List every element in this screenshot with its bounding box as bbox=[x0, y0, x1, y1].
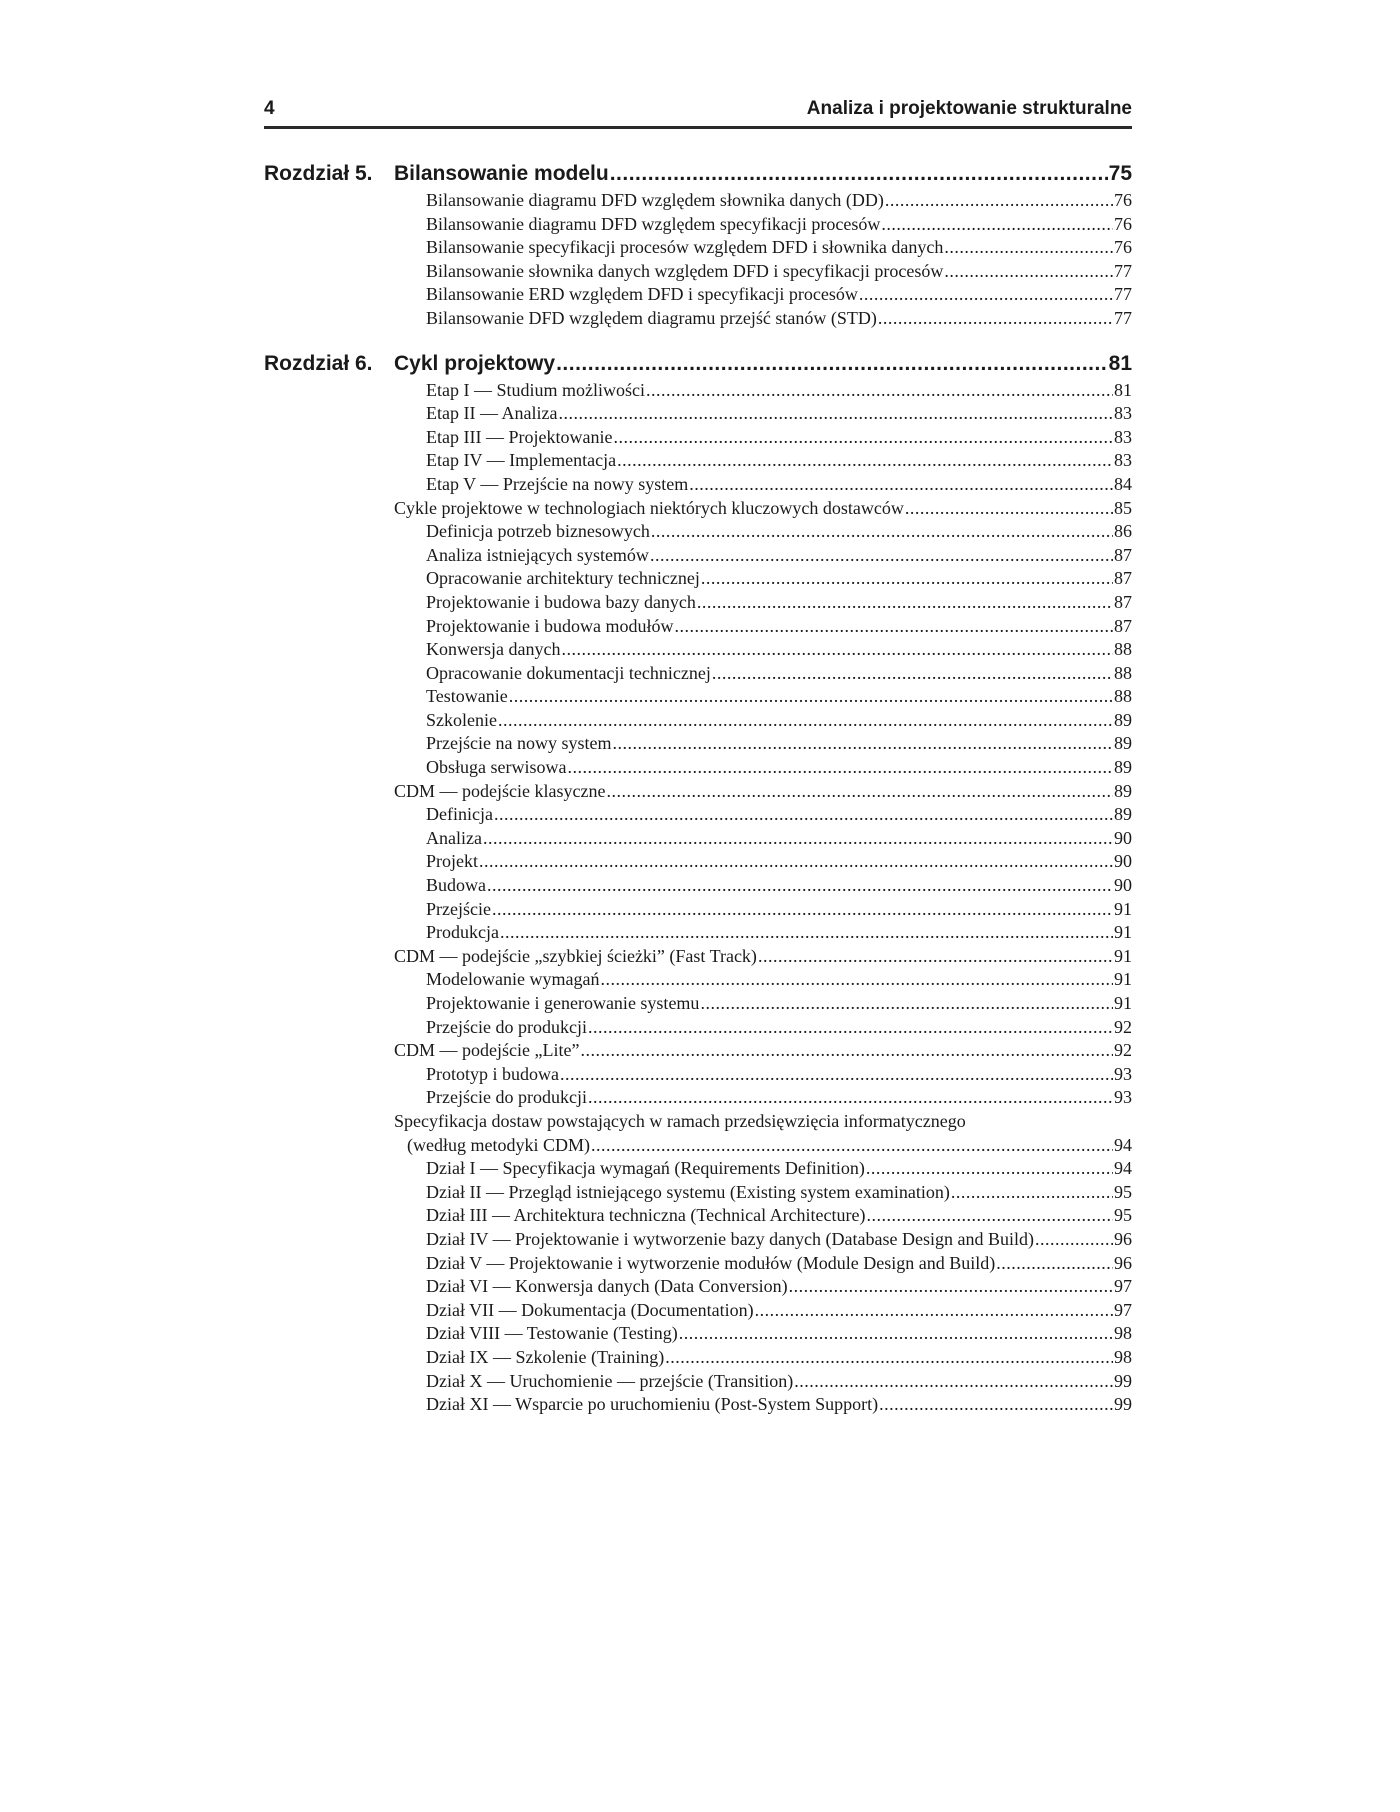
toc-entry[interactable] bbox=[264, 308, 1132, 332]
toc-entry[interactable] bbox=[264, 450, 1132, 474]
section-title: CDM — podejście klasyczne bbox=[394, 780, 606, 801]
entry-page: 83 bbox=[1114, 403, 1132, 424]
toc-entry[interactable] bbox=[264, 733, 1132, 757]
dot-leader bbox=[866, 1158, 1113, 1179]
entry-page: 98 bbox=[1114, 1346, 1132, 1367]
entry-page: 90 bbox=[1114, 851, 1132, 872]
chapter-label: Rozdział 6. bbox=[264, 351, 373, 375]
chapter-title: Cykl projektowy bbox=[394, 351, 556, 375]
entry-title: Dział IX — Szkolenie (Training) bbox=[426, 1346, 665, 1367]
toc-entry[interactable] bbox=[264, 899, 1132, 923]
dot-leader bbox=[651, 521, 1113, 542]
entry-page: 88 bbox=[1114, 662, 1132, 683]
entry-page: 89 bbox=[1114, 733, 1132, 754]
toc-entry[interactable] bbox=[264, 1182, 1132, 1206]
entry-title: Analiza bbox=[426, 827, 482, 848]
toc-entry[interactable] bbox=[264, 875, 1132, 899]
section-page: 85 bbox=[1114, 497, 1132, 518]
entry-title: Dział V — Projektowanie i wytworzenie modułów (Module Design and Build) bbox=[426, 1252, 996, 1273]
dot-leader bbox=[498, 710, 1113, 731]
dot-leader bbox=[560, 1064, 1113, 1085]
entry-page: 89 bbox=[1114, 709, 1132, 730]
entry-page: 96 bbox=[1114, 1228, 1132, 1249]
toc-entry[interactable] bbox=[264, 1229, 1132, 1253]
toc-chapter-6[interactable] bbox=[264, 350, 1132, 380]
toc-entry[interactable] bbox=[264, 757, 1132, 781]
toc-entry[interactable] bbox=[264, 993, 1132, 1017]
dot-leader bbox=[500, 922, 1113, 943]
entry-page: 76 bbox=[1114, 237, 1132, 258]
entry-page: 94 bbox=[1114, 1158, 1132, 1179]
entry-title: Bilansowanie DFD względem diagramu przejść stanów (STD) bbox=[426, 307, 877, 328]
entry-title: Szkolenie bbox=[426, 709, 497, 730]
toc-entry[interactable] bbox=[264, 1205, 1132, 1229]
entry-page: 77 bbox=[1114, 260, 1132, 281]
toc-entry[interactable] bbox=[264, 851, 1132, 875]
toc-entry[interactable] bbox=[264, 545, 1132, 569]
table-of-contents bbox=[264, 160, 1132, 1418]
entry-title: Opracowanie dokumentacji technicznej bbox=[426, 662, 711, 683]
dot-leader bbox=[483, 828, 1113, 849]
dot-leader bbox=[580, 1040, 1113, 1061]
dot-leader bbox=[697, 592, 1113, 613]
toc-entry[interactable] bbox=[264, 214, 1132, 238]
dot-leader bbox=[588, 1017, 1113, 1038]
entry-page: 83 bbox=[1114, 450, 1132, 471]
entry-page: 81 bbox=[1114, 379, 1132, 400]
entry-title: Dział X — Uruchomienie — przejście (Transition) bbox=[426, 1370, 794, 1391]
dot-leader bbox=[613, 427, 1113, 448]
toc-section[interactable] bbox=[264, 781, 1132, 805]
entry-page: 89 bbox=[1114, 804, 1132, 825]
entry-title: Produkcja bbox=[426, 922, 499, 943]
dot-leader bbox=[689, 474, 1113, 495]
dot-leader bbox=[561, 639, 1113, 660]
toc-entry[interactable] bbox=[264, 1017, 1132, 1041]
dot-leader bbox=[610, 162, 1108, 186]
entry-page: 93 bbox=[1114, 1063, 1132, 1084]
entry-page: 84 bbox=[1114, 473, 1132, 494]
entry-title: Modelowanie wymagań bbox=[426, 969, 600, 990]
section-title: Cykle projektowe w technologiach niektórych kluczowych dostawców bbox=[394, 497, 904, 518]
entry-title: Etap III — Projektowanie bbox=[426, 426, 613, 447]
entry-title: Dział VIII — Testowanie (Testing) bbox=[426, 1323, 678, 1344]
dot-leader bbox=[556, 352, 1108, 376]
entry-title: Definicja bbox=[426, 804, 493, 825]
toc-section-continuation[interactable] bbox=[264, 1135, 1132, 1159]
entry-title: Projektowanie i budowa bazy danych bbox=[426, 591, 696, 612]
dot-leader bbox=[878, 308, 1113, 329]
entry-title: Przejście do produkcji bbox=[426, 1016, 587, 1037]
entry-page: 77 bbox=[1114, 284, 1132, 305]
dot-leader bbox=[867, 1205, 1113, 1226]
toc-entry[interactable] bbox=[264, 639, 1132, 663]
chapter-page: 81 bbox=[1108, 351, 1132, 375]
dot-leader bbox=[755, 1300, 1113, 1321]
entry-title: Bilansowanie specyfikacji procesów względem DFD i słownika danych bbox=[426, 237, 944, 258]
toc-section[interactable] bbox=[264, 498, 1132, 522]
entry-page: 76 bbox=[1114, 213, 1132, 234]
toc-entry[interactable] bbox=[264, 427, 1132, 451]
entry-title: Budowa bbox=[426, 875, 486, 896]
entry-page: 83 bbox=[1114, 426, 1132, 447]
dot-leader bbox=[905, 498, 1113, 519]
entry-page: 91 bbox=[1114, 898, 1132, 919]
entry-title: Opracowanie architektury technicznej bbox=[426, 568, 700, 589]
entry-page: 90 bbox=[1114, 875, 1132, 896]
entry-page: 91 bbox=[1114, 922, 1132, 943]
entry-title: Dział II — Przegląd istniejącego systemu (Existing system examination) bbox=[426, 1181, 950, 1202]
toc-entry[interactable] bbox=[264, 1347, 1132, 1371]
toc-entry[interactable] bbox=[264, 804, 1132, 828]
dot-leader bbox=[650, 545, 1113, 566]
dot-leader bbox=[859, 284, 1113, 305]
entry-title: Bilansowanie diagramu DFD względem specyfikacji procesów bbox=[426, 213, 881, 234]
toc-entry[interactable] bbox=[264, 1064, 1132, 1088]
dot-leader bbox=[1035, 1229, 1113, 1250]
chapter-label: Rozdział 5. bbox=[264, 162, 373, 185]
section-title: CDM — podejście „Lite” bbox=[394, 1040, 580, 1061]
dot-leader bbox=[701, 568, 1113, 589]
running-title: Analiza i projektowanie strukturalne bbox=[806, 98, 1132, 119]
chapter-title: Bilansowanie modelu bbox=[394, 162, 609, 185]
dot-leader bbox=[588, 1087, 1113, 1108]
dot-leader bbox=[885, 190, 1113, 211]
entry-page: 91 bbox=[1114, 993, 1132, 1013]
dot-leader bbox=[567, 757, 1113, 778]
dot-leader bbox=[509, 686, 1113, 707]
dot-leader bbox=[591, 1135, 1113, 1156]
dot-leader bbox=[881, 214, 1113, 235]
entry-title: Dział III — Architektura techniczna (Technical Architecture) bbox=[426, 1205, 866, 1226]
dot-leader bbox=[665, 1347, 1113, 1368]
entry-title: Etap V — Przejście na nowy system bbox=[426, 473, 689, 494]
toc-entry[interactable] bbox=[264, 521, 1132, 545]
entry-title: Prototyp i budowa bbox=[426, 1063, 559, 1084]
toc-entry[interactable] bbox=[264, 190, 1132, 214]
entry-page: 92 bbox=[1114, 1016, 1132, 1037]
entry-page: 99 bbox=[1114, 1394, 1132, 1415]
entry-title: Dział VII — Dokumentacja (Documentation) bbox=[426, 1299, 754, 1320]
toc-entry[interactable] bbox=[264, 616, 1132, 640]
dot-leader bbox=[600, 969, 1113, 990]
section-title: CDM — podejście „szybkiej ścieżki” (Fast Track) bbox=[394, 945, 757, 966]
page-number: 4 bbox=[264, 98, 275, 119]
dot-leader bbox=[700, 993, 1113, 1014]
toc-entry[interactable] bbox=[264, 1253, 1132, 1277]
entry-title: Projekt bbox=[426, 851, 478, 872]
entry-page: 96 bbox=[1114, 1252, 1132, 1273]
toc-entry[interactable] bbox=[264, 663, 1132, 687]
entry-title: Bilansowanie diagramu DFD względem słownika danych (DD) bbox=[426, 190, 884, 210]
toc-section[interactable] bbox=[264, 1040, 1132, 1064]
toc-entry[interactable] bbox=[264, 1323, 1132, 1347]
entry-title: Etap I — Studium możliwości bbox=[426, 379, 645, 400]
dot-leader bbox=[944, 261, 1113, 282]
dot-leader bbox=[494, 804, 1113, 825]
dot-leader bbox=[558, 403, 1113, 424]
dot-leader bbox=[758, 946, 1113, 967]
dot-leader bbox=[606, 781, 1113, 802]
dot-leader bbox=[617, 450, 1113, 471]
dot-leader bbox=[951, 1182, 1113, 1203]
toc-entry[interactable] bbox=[264, 1087, 1132, 1111]
entry-title: Etap IV — Implementacja bbox=[426, 450, 617, 471]
entry-page: 99 bbox=[1114, 1370, 1132, 1391]
dot-leader bbox=[646, 380, 1113, 401]
entry-title: Dział IV — Projektowanie i wytworzenie bazy danych (Database Design and Build) bbox=[426, 1228, 1034, 1249]
toc-entry[interactable] bbox=[264, 592, 1132, 616]
entry-page: 97 bbox=[1114, 1299, 1132, 1320]
entry-title: Analiza istniejących systemów bbox=[426, 544, 649, 565]
toc-entry[interactable] bbox=[264, 1394, 1132, 1418]
entry-title: Projektowanie i budowa modułów bbox=[426, 615, 674, 636]
entry-page: 77 bbox=[1114, 307, 1132, 328]
toc-entry[interactable] bbox=[264, 237, 1132, 261]
chapter-spacer bbox=[264, 332, 1132, 350]
toc-entry[interactable] bbox=[264, 380, 1132, 404]
dot-leader bbox=[789, 1276, 1113, 1297]
entry-page: 87 bbox=[1114, 591, 1132, 612]
entry-page: 98 bbox=[1114, 1323, 1132, 1344]
entry-title: Etap II — Analiza bbox=[426, 403, 558, 424]
entry-title: Projektowanie i generowanie systemu bbox=[426, 993, 700, 1013]
entry-page: 93 bbox=[1114, 1087, 1132, 1108]
entry-page: 90 bbox=[1114, 827, 1132, 848]
entry-title: Przejście na nowy system bbox=[426, 733, 612, 754]
entry-title: Dział I — Specyfikacja wymagań (Requirements Definition) bbox=[426, 1158, 865, 1179]
entry-page: 88 bbox=[1114, 686, 1132, 707]
section-title: Specyfikacja dostaw powstających w ramach przedsięwzięcia informatycznego bbox=[394, 1110, 966, 1131]
dot-leader bbox=[996, 1253, 1113, 1274]
toc-entry[interactable] bbox=[264, 474, 1132, 498]
entry-title: Przejście do produkcji bbox=[426, 1087, 587, 1108]
entry-title: Bilansowanie słownika danych względem DFD i specyfikacji procesów bbox=[426, 260, 944, 281]
chapter-page: 75 bbox=[1108, 162, 1132, 185]
toc-entry[interactable] bbox=[264, 568, 1132, 592]
dot-leader bbox=[492, 899, 1113, 920]
entry-title: Konwersja danych bbox=[426, 639, 561, 660]
toc-chapter-5[interactable] bbox=[264, 160, 1132, 190]
entry-page: 86 bbox=[1114, 521, 1132, 542]
dot-leader bbox=[879, 1394, 1113, 1415]
section-page: 92 bbox=[1114, 1040, 1132, 1061]
toc-entry[interactable] bbox=[264, 1300, 1132, 1324]
entry-page: 87 bbox=[1114, 568, 1132, 589]
entry-title: Testowanie bbox=[426, 686, 508, 707]
toc-entry[interactable] bbox=[264, 828, 1132, 852]
entry-page: 91 bbox=[1114, 969, 1132, 990]
running-header bbox=[264, 96, 1132, 129]
section-page: 94 bbox=[1114, 1134, 1132, 1155]
entry-page: 76 bbox=[1114, 190, 1132, 210]
toc-entry[interactable] bbox=[264, 261, 1132, 285]
dot-leader bbox=[674, 616, 1113, 637]
entry-title: Definicja potrzeb biznesowych bbox=[426, 521, 650, 542]
toc-entry[interactable] bbox=[264, 969, 1132, 993]
entry-title: Bilansowanie ERD względem DFD i specyfikacji procesów bbox=[426, 284, 858, 305]
dot-leader bbox=[479, 851, 1113, 872]
section-page: 91 bbox=[1114, 945, 1132, 966]
section-page: 89 bbox=[1114, 780, 1132, 801]
entry-page: 89 bbox=[1114, 757, 1132, 778]
toc-entry[interactable] bbox=[264, 1276, 1132, 1300]
toc-entry[interactable] bbox=[264, 710, 1132, 734]
section-title-continued: (według metodyki CDM) bbox=[407, 1134, 590, 1155]
dot-leader bbox=[712, 663, 1113, 684]
toc-section-title-line[interactable] bbox=[264, 1111, 1132, 1135]
toc-entry[interactable] bbox=[264, 403, 1132, 427]
toc-section[interactable] bbox=[264, 946, 1132, 970]
entry-title: Obsługa serwisowa bbox=[426, 757, 567, 778]
toc-entry[interactable] bbox=[264, 922, 1132, 946]
entry-page: 97 bbox=[1114, 1276, 1132, 1297]
entry-page: 95 bbox=[1114, 1181, 1132, 1202]
entry-page: 87 bbox=[1114, 615, 1132, 636]
dot-leader bbox=[612, 733, 1113, 754]
entry-title: Dział VI — Konwersja danych (Data Conversion) bbox=[426, 1276, 788, 1297]
entry-title: Dział XI — Wsparcie po uruchomieniu (Post-System Support) bbox=[426, 1394, 879, 1415]
dot-leader bbox=[944, 237, 1113, 258]
entry-page: 88 bbox=[1114, 639, 1132, 660]
toc-entry[interactable] bbox=[264, 284, 1132, 308]
toc-entry[interactable] bbox=[264, 686, 1132, 710]
dot-leader bbox=[679, 1323, 1113, 1344]
entry-page: 87 bbox=[1114, 544, 1132, 565]
toc-entry[interactable] bbox=[264, 1371, 1132, 1395]
dot-leader bbox=[487, 875, 1113, 896]
dot-leader bbox=[794, 1371, 1113, 1392]
entry-title: Przejście bbox=[426, 898, 491, 919]
toc-entry[interactable] bbox=[264, 1158, 1132, 1182]
entry-page: 95 bbox=[1114, 1205, 1132, 1226]
